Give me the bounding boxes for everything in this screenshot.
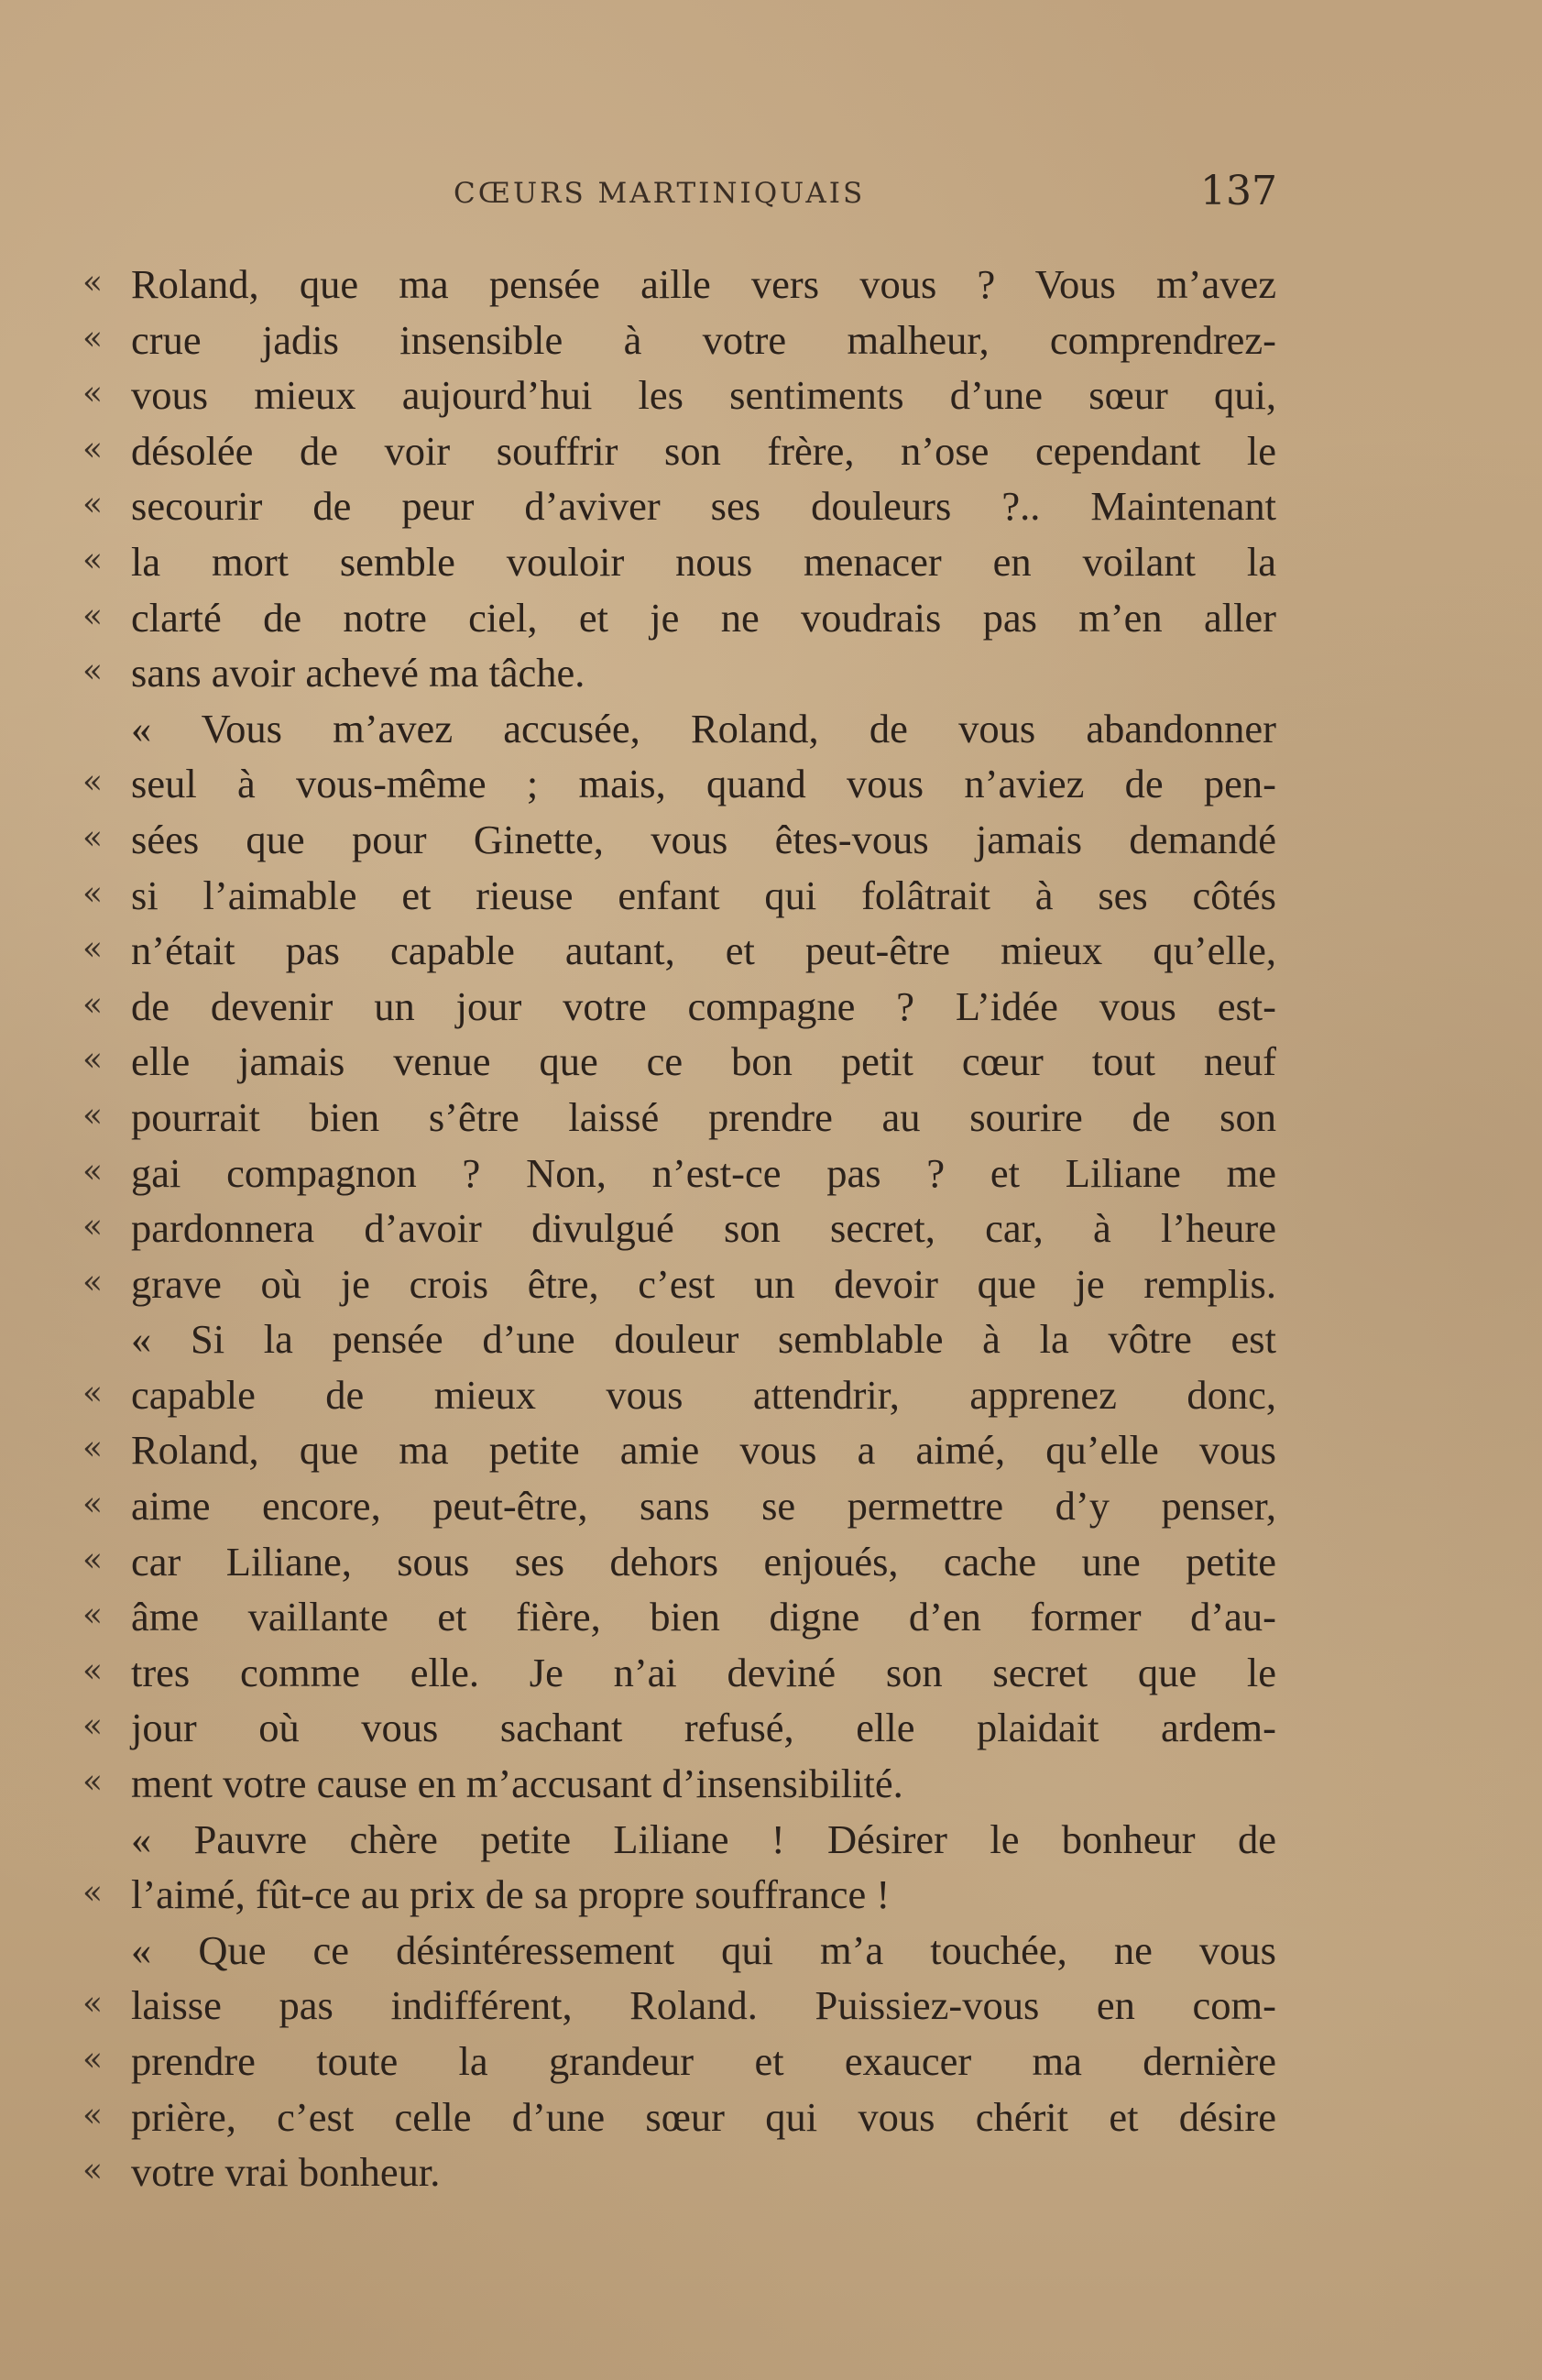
text-line [0, 314, 1542, 370]
text-line [0, 1036, 1542, 1091]
text-line [0, 1258, 1542, 1314]
quote-mark: « [82, 930, 104, 969]
text-line [0, 814, 1542, 870]
line-text: gai compagnon ? Non, n’est-ce pas ? et Liliane me [131, 1149, 1276, 1196]
line-text: prendre toute la grandeur et exaucer ma dernière [131, 2038, 1276, 2084]
text-line [0, 981, 1542, 1036]
quote-mark: « [82, 1874, 104, 1913]
line-text: laisse pas indifférent, Roland. Puissiez-vous en com- [131, 1982, 1276, 2029]
running-title: CŒURS MARTINIQUAIS [454, 177, 866, 210]
text-line [0, 1202, 1542, 1258]
line-text: crue jadis insensible à votre malheur, comprendrez- [131, 316, 1276, 363]
quote-mark: « [82, 1263, 104, 1301]
line-text: « Pauvre chère petite Liliane ! Désirer le bonheur de [131, 1815, 1276, 1862]
line-text: tres comme elle. Je n’ai deviné son secret que le [131, 1649, 1276, 1695]
line-text: votre vrai bonheur. [131, 2149, 441, 2196]
text-line [0, 647, 1542, 703]
quote-mark: « [82, 2096, 104, 2134]
line-text: de devenir un jour votre compagne ? L’idée vous est- [131, 982, 1276, 1029]
text-line [0, 2146, 1542, 2202]
text-line [0, 1091, 1542, 1147]
text-line [0, 925, 1542, 981]
text-line [0, 1758, 1542, 1814]
quote-mark: « [82, 430, 104, 468]
text-line [0, 1869, 1542, 1925]
text-line [0, 1980, 1542, 2035]
text-line [0, 1591, 1542, 1647]
text-line [0, 1925, 1542, 1980]
line-text: sans avoir achevé ma tâche. [131, 650, 585, 696]
line-text: n’était pas capable autant, et peut-être mieux qu’elle, [131, 927, 1276, 974]
text-line [0, 536, 1542, 592]
quote-mark: « [82, 1486, 104, 1524]
line-text: capable de mieux vous attendrir, apprenez donc, [131, 1371, 1276, 1418]
line-text: elle jamais venue que ce bon petit cœur tout neuf [131, 1038, 1276, 1085]
text-line [0, 258, 1542, 314]
line-text: secourir de peur d’aviver ses douleurs ?.. Maintenant [131, 483, 1276, 530]
quote-mark: « [82, 1985, 104, 2024]
text-line [0, 1480, 1542, 1536]
line-text: sées que pour Ginette, vous êtes-vous jamais demandé [131, 816, 1276, 862]
text-line [0, 758, 1542, 814]
line-text: clarté de notre ciel, et je ne voudrais pas m’en aller [131, 594, 1276, 641]
line-text: pourrait bien s’être laissé prendre au sourire de son [131, 1093, 1276, 1140]
text-line [0, 1536, 1542, 1592]
line-text: jour où vous sachant refusé, elle plaidait ardem- [131, 1705, 1276, 1751]
quote-mark: « [82, 874, 104, 913]
text-line [0, 1369, 1542, 1425]
line-text: pardonnera d’avoir divulgué son secret, car, à l’heure [131, 1205, 1276, 1252]
text-line [0, 703, 1542, 759]
line-text: vous mieux aujourd’hui les sentiments d’une sœur qui, [131, 372, 1276, 419]
text-line [0, 1647, 1542, 1703]
text-line [0, 2035, 1542, 2091]
quote-mark: « [82, 1208, 104, 1246]
line-text: grave où je crois être, c’est un devoir que je remplis. [131, 1260, 1276, 1307]
quote-mark: « [82, 1041, 104, 1080]
line-text: « Si la pensée d’une douleur semblable à la vôtre est [131, 1316, 1276, 1363]
text-line [0, 1313, 1542, 1369]
text-line [0, 592, 1542, 648]
quote-mark: « [82, 597, 104, 635]
line-text: âme vaillante et fière, bien digne d’en former d’au- [131, 1594, 1276, 1640]
line-text: prière, c’est celle d’une sœur qui vous chérit et désire [131, 2093, 1276, 2140]
text-line [0, 369, 1542, 425]
page-number: 137 [1200, 168, 1277, 214]
quote-mark: « [82, 1596, 104, 1635]
text-line [0, 2091, 1542, 2147]
line-text: seul à vous-même ; mais, quand vous n’aviez de pen- [131, 761, 1276, 807]
text-line [0, 425, 1542, 481]
quote-mark: « [82, 1707, 104, 1746]
line-text: aime encore, peut-être, sans se permettre d’y penser, [131, 1483, 1276, 1530]
quote-mark: « [82, 1651, 104, 1690]
quote-mark: « [82, 763, 104, 802]
body-text [0, 258, 1542, 2202]
line-text: Roland, que ma petite amie vous a aimé, qu’elle vous [131, 1427, 1276, 1474]
quote-mark: « [82, 319, 104, 357]
quote-mark: « [82, 2041, 104, 2078]
line-text: « Que ce désintéressement qui m’a touchée, ne vous [131, 1926, 1276, 1973]
quote-mark: « [82, 1096, 104, 1135]
quote-mark: « [82, 375, 104, 413]
text-line [0, 1814, 1542, 1870]
line-text: Roland, que ma pensée aille vers vous ? Vous m’avez [131, 261, 1276, 307]
line-text: « Vous m’avez accusée, Roland, de vous abandonner [131, 705, 1276, 751]
line-text: désolée de voir souffrir son frère, n’ose cependant le [131, 427, 1276, 474]
text-line [0, 1702, 1542, 1758]
line-text: ment votre cause en m’accusant d’insensibilité. [131, 1760, 903, 1807]
quote-mark: « [82, 2152, 104, 2190]
line-text: l’aimé, fût-ce au prix de sa propre souffrance ! [131, 1871, 891, 1918]
quote-mark: « [82, 818, 104, 857]
quote-mark: « [82, 264, 104, 302]
quote-mark: « [82, 653, 104, 691]
quote-mark: « [82, 985, 104, 1024]
text-line [0, 1147, 1542, 1203]
text-line [0, 480, 1542, 536]
quote-mark: « [82, 541, 104, 579]
quote-mark: « [82, 1541, 104, 1579]
line-text: car Liliane, sous ses dehors enjoués, cache une petite [131, 1538, 1276, 1585]
text-line [0, 1424, 1542, 1480]
page-header [0, 168, 1542, 223]
quote-mark: « [82, 1430, 104, 1468]
quote-mark: « [82, 1763, 104, 1802]
text-line [0, 870, 1542, 926]
quote-mark: « [82, 1152, 104, 1190]
line-text: la mort semble vouloir nous menacer en voilant la [131, 538, 1276, 585]
quote-mark: « [82, 1374, 104, 1412]
line-text: si l’aimable et rieuse enfant qui folâtrait à ses côtés [131, 872, 1276, 918]
quote-mark: « [82, 486, 104, 524]
